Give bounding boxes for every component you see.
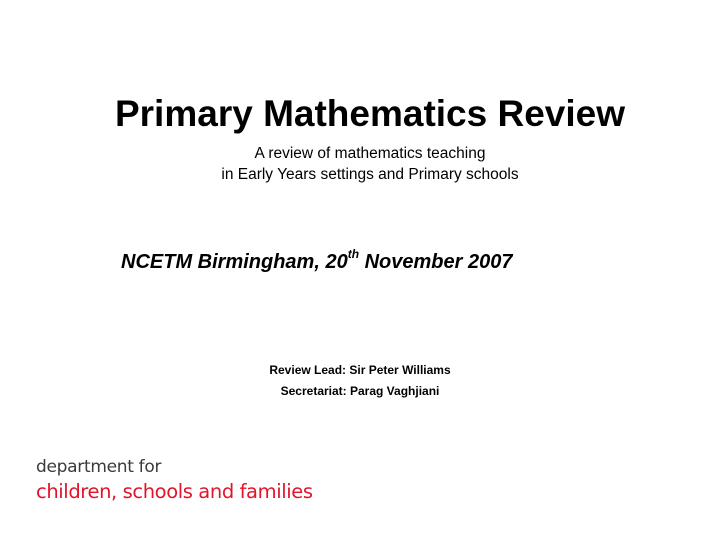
- secretariat: Secretariat: Parag Vaghjiani: [280, 384, 440, 398]
- subtitle-line-1: A review of mathematics teaching: [254, 145, 486, 162]
- event-superscript: th: [347, 247, 360, 262]
- logo-line-1: department for: [36, 457, 162, 477]
- event-suffix: November 2007: [359, 251, 513, 273]
- subtitle-line-2: in Early Years settings and Primary schools: [221, 166, 519, 183]
- event-line: [121, 248, 512, 276]
- review-lead: Review Lead: Sir Peter Williams: [269, 363, 451, 377]
- event-prefix: NCETM Birmingham, 20: [121, 251, 348, 273]
- logo-line-2: children, schools and families: [36, 480, 313, 503]
- credits: [0, 360, 720, 402]
- dcsf-logo: [36, 459, 313, 502]
- slide-title: Primary Mathematics Review: [114, 93, 625, 134]
- slide-subtitle: [0, 143, 720, 185]
